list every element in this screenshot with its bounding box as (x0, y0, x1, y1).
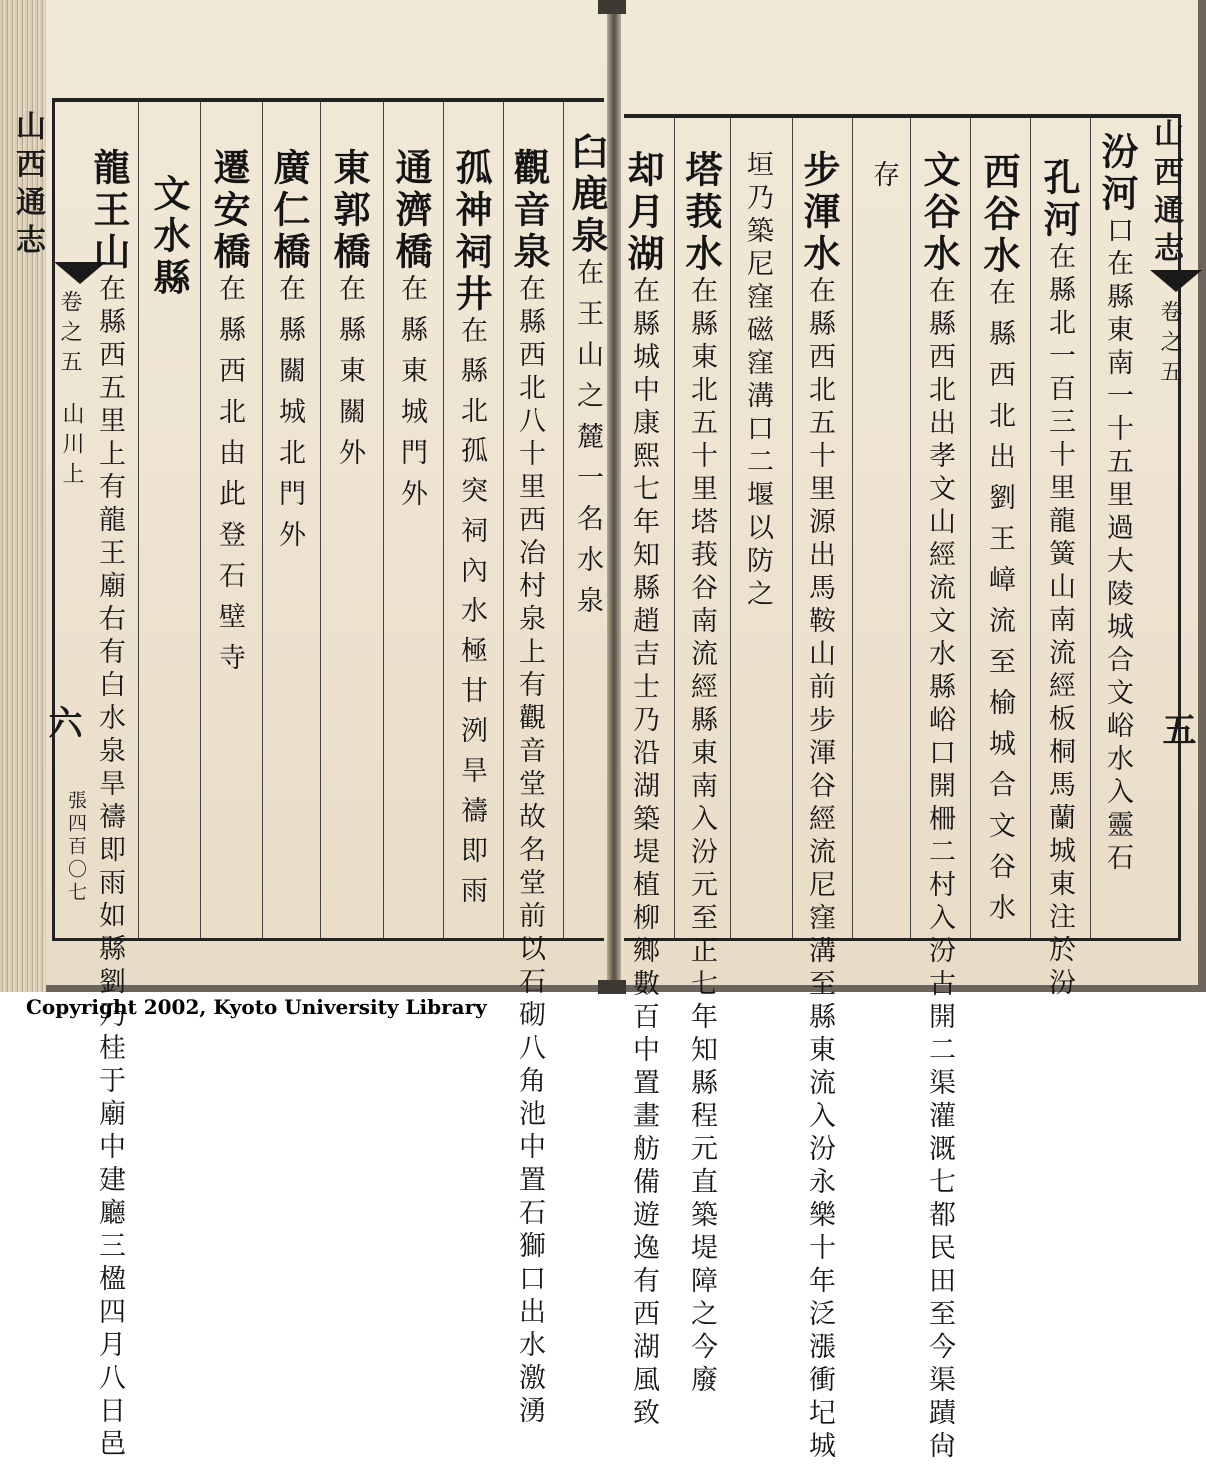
text-column (507, 148, 551, 1429)
entry-text: 口在縣東南一十五里過大陵城合文峪水入靈石 (1102, 216, 1133, 876)
copyright-notice: Copyright 2002, Kyoto University Library (26, 995, 487, 1019)
book-gutter (607, 0, 621, 992)
text-column (679, 150, 723, 1398)
text-column (87, 148, 131, 1462)
entry-heading: 却月湖 (621, 150, 665, 276)
entry-heading: 通濟橋 (389, 148, 433, 274)
text-column (744, 150, 771, 612)
right-volume: 卷之五 (1157, 300, 1182, 390)
entry-text: 在縣西五里上有龍王廟右有白水泉旱禱即雨如縣劉乃桂于廟中建廳三楹四月八日邑 (94, 274, 125, 1462)
right-frame-top (624, 114, 1180, 118)
entry-heading: 文谷水 (917, 150, 961, 276)
entry-text: 在縣東關外 (334, 274, 365, 479)
column-rule (443, 102, 444, 938)
text-column (797, 150, 841, 1464)
entry-heading: 孤神祠井 (449, 148, 493, 316)
left-volume: 卷之五 (57, 290, 82, 380)
entry-heading: 觀音泉 (507, 148, 551, 274)
text-column (207, 148, 251, 684)
entry-text: 在縣西北出劉王嶂流至榆城合文谷水 (984, 278, 1015, 934)
text-column (870, 160, 897, 193)
column-rule (674, 118, 675, 938)
column-rule (383, 102, 384, 938)
column-rule (730, 118, 731, 938)
column-rule (970, 118, 971, 938)
text-column (327, 148, 371, 479)
entry-heading: 汾河 (1095, 132, 1139, 216)
text-column (917, 150, 961, 1464)
entry-heading: 孔河 (1037, 158, 1081, 242)
entry-text: 在縣關城北門外 (274, 274, 305, 561)
binding-thread-top (598, 0, 626, 14)
column-rule (262, 102, 263, 938)
column-rule (852, 118, 853, 938)
text-column (565, 132, 609, 627)
entry-heading: 塔莪水 (679, 150, 723, 276)
column-rule (792, 118, 793, 938)
entry-text: 在縣西北由此登石壁寺 (214, 274, 245, 684)
entry-heading: 文水縣 (147, 174, 191, 300)
right-page-number: 五 (1156, 712, 1196, 746)
entry-heading: 東郭橋 (327, 148, 371, 274)
binding-thread-bottom (598, 980, 626, 994)
entry-heading: 龍王山 (87, 148, 131, 274)
text-column (1095, 132, 1139, 876)
fishtail-mark-right (1150, 270, 1202, 292)
left-margin-title: 山西通志 (10, 110, 45, 262)
entry-heading: 遷安橋 (207, 148, 251, 274)
text-column (389, 148, 433, 520)
column-rule (563, 102, 564, 938)
left-page-number: 六 (42, 705, 82, 739)
entry-heading: 西谷水 (977, 152, 1021, 278)
column-rule (320, 102, 321, 938)
column-rule (1090, 118, 1091, 938)
left-frame-top (52, 98, 604, 102)
left-frame-side (52, 98, 55, 941)
column-rule (910, 118, 911, 938)
text-column (1037, 158, 1081, 1001)
text-column (977, 152, 1021, 934)
entry-heading: 廣仁橋 (267, 148, 311, 274)
entry-text: 在縣東城門外 (396, 274, 427, 520)
text-column (147, 174, 191, 300)
entry-text: 存 (868, 160, 899, 193)
column-rule (200, 102, 201, 938)
entry-text: 在縣東北五十里塔莪谷南流經縣東南入汾元至正七年知縣程元直築堤障之今廢 (686, 276, 717, 1398)
text-column (267, 148, 311, 561)
entry-heading: 步渾水 (797, 150, 841, 276)
column-rule (503, 102, 504, 938)
text-column (621, 150, 665, 1431)
entry-heading: 臼鹿泉 (565, 132, 609, 258)
entry-text: 垣乃築尼窪磁窪溝口二堰以防之 (742, 150, 773, 612)
right-margin-title: 山西通志 (1148, 118, 1183, 270)
entry-text: 在縣城中康熙七年知縣趙吉士乃沿湖築堤植柳鄉數百中置畫舫備遊逸有西湖風致 (628, 276, 659, 1431)
column-rule (1030, 118, 1031, 938)
entry-text: 在縣北一百三十里龍簧山南流經板桐馬蘭城東注於汾 (1044, 242, 1075, 1001)
entry-text: 在縣西北五十里源出馬鞍山前步渾谷經流尼窪溝至縣東流入汾永樂十年泛漲衝圮城 (804, 276, 835, 1464)
entry-text: 在王山之麓一名水泉 (572, 258, 603, 627)
entry-text: 在縣北孤突祠內水極甘洌旱禱即雨 (456, 316, 487, 916)
left-folio: 張四百〇七 (65, 790, 87, 905)
left-section: 山川上 (59, 402, 84, 492)
entry-text: 在縣西北八十里西冶村泉上有觀音堂故名堂前以石砌八角池中置石獅口出水激湧 (514, 274, 545, 1429)
entry-text: 在縣西北出孝文山經流文水縣峪口開柵二村入汾古開二渠灌溉七都民田至今渠蹟尙 (924, 276, 955, 1464)
text-column (449, 148, 493, 916)
column-rule (138, 102, 139, 938)
